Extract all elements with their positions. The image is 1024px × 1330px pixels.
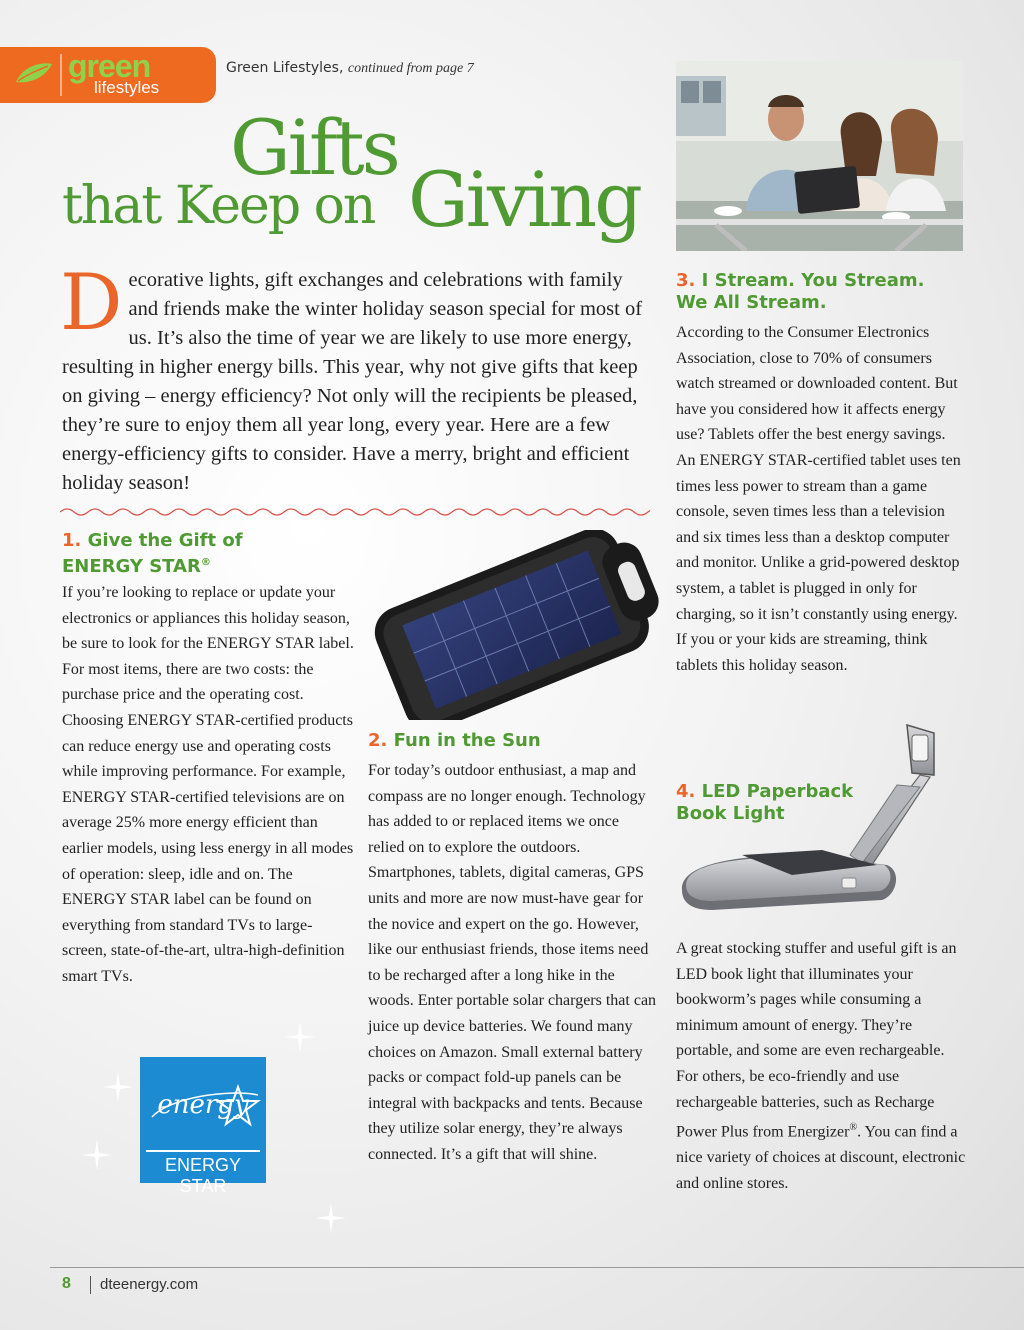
title-giving: Giving — [408, 155, 640, 244]
section-4-body — [676, 936, 968, 1196]
sparkle-icon — [316, 1203, 346, 1233]
section-3-heading — [676, 270, 976, 314]
section-3-heading-line-2: We All Stream. — [676, 292, 827, 313]
registered-mark: ® — [200, 557, 211, 568]
drop-cap: D — [60, 258, 123, 348]
logo-word-green: green — [68, 48, 151, 84]
section-3-number: 3. — [676, 270, 696, 291]
wavy-divider — [60, 505, 650, 519]
section-2-heading — [368, 730, 658, 752]
section-4-heading-line-1: LED Paperback — [701, 781, 854, 802]
section-3-body: According to the Consumer Electronics Association, close to 70% of consumers watch streamed or downloaded content. But have you considered how it affects energy use? Tablets offer the best energy savings. An ENERGY STAR-certified tablet uses ten times less power to stream than a game console, seven times less than a television and six times less than a desktop computer and monitor. Unlike a grid-powered desktop system, a tablet is plugged in only for charging, so it isn’t constantly using energy. If you or your kids are streaming, think tablets this holiday season. — [676, 324, 961, 674]
section-4-number: 4. — [676, 781, 696, 802]
section-4-heading — [676, 781, 976, 825]
logo-divider — [60, 54, 62, 96]
section-2-body: For today’s outdoor enthusiast, a map and compass are no longer enough. Technology has added to or replaced items we once relied on to explore the outdoors. Smartphones, tablets, digital cameras, GPS units and more are now must-have gear for the novice and expert on the go. However, like our enthusiast friends, those items need to be recharged after a long hike in the woods. Enter portable solar chargers that can juice up device batteries. We found many choices on Amazon. Small external battery packs or compact fold-up panels can be integral with backpacks and tents. Because they utilize solar energy, they’re always connected. It’s a gift that will shine. — [368, 762, 657, 1163]
intro-text: ecorative lights, gift exchanges and celebrations with family and friends make the winter holiday season special for most of us. It’s also the time of year we are likely to use more energy, resulting in higher energy bills. This year, why not give gifts that keep on giving – energy efficiency? Not only will the recipients be pleased, they’re sure to enjoy them all year long, every year. Here are a few energy-efficiency gifts to consider. Have a merry, bright and efficient holiday season! — [62, 269, 643, 494]
running-title-continued: continued from page 7 — [347, 61, 474, 76]
section-4-body-part-2: . You can find a nice variety of choices at discount, electronic and online stores. — [676, 1123, 966, 1192]
section-2-heading-line-1: Fun in the Sun — [393, 730, 541, 751]
energy-star-script: energy — [157, 1090, 249, 1120]
running-title — [226, 60, 474, 77]
intro-paragraph — [60, 258, 652, 498]
section-1-number: 1. — [62, 530, 82, 551]
section-1-heading-line-1: Give the Gift of — [87, 530, 243, 551]
section-3-heading-line-1: I Stream. You Stream. — [701, 270, 925, 291]
section-2-number: 2. — [368, 730, 388, 751]
footer-separator — [90, 1276, 91, 1294]
footer-website[interactable]: dteenergy.com — [100, 1276, 199, 1293]
section-4-body-part-1: A great stocking stuffer and useful gift is an LED book light that illuminates your bookworm’s pages while consuming a minimum amount of energy. They’re portable, and some are even rechargeable. For others, be eco-friendly and use rechargeable batteries, such as Recharge Power Plus from Energizer — [676, 940, 957, 1141]
section-4-heading-line-2: Book Light — [676, 803, 785, 824]
page-number: 8 — [62, 1275, 71, 1292]
registered-mark: ® — [849, 1122, 858, 1134]
solar-charger-image — [360, 530, 660, 720]
sparkle-icon — [82, 1140, 112, 1170]
footer-rule — [50, 1267, 1024, 1268]
section-1-heading-line-2: ENERGY STAR — [62, 556, 201, 577]
friends-tablet-photo — [676, 61, 963, 251]
title-gifts: Gifts — [230, 103, 398, 192]
title-that-keep-on: that Keep on — [62, 176, 375, 236]
section-1-body: If you’re looking to replace or update your electronics or appliances this holiday season, be sure to look for the ENERGY STAR label. For most items, there are two costs: the purchase price and the operating cost. Choosing ENERGY STAR-certified products can reduce energy use and operating costs while improving performance. For example, ENERGY STAR-certified televisions are on average 25% more energy efficient than earlier models, using less energy in all modes of operation: sleep, idle and on. The ENERGY STAR label can be found on everything from standard TVs to large-screen, state-of-the-art, ultra-high-definition smart TVs. — [62, 584, 354, 985]
sparkle-icon — [285, 1022, 315, 1052]
running-title-name: Green Lifestyles, — [226, 60, 344, 76]
section-1-heading — [62, 530, 352, 578]
energy-star-label: ENERGY STAR — [164, 1155, 242, 1196]
leaf-icon — [14, 62, 54, 84]
sparkle-icon — [103, 1072, 133, 1102]
logo-word-lifestyles: lifestyles — [94, 78, 160, 97]
